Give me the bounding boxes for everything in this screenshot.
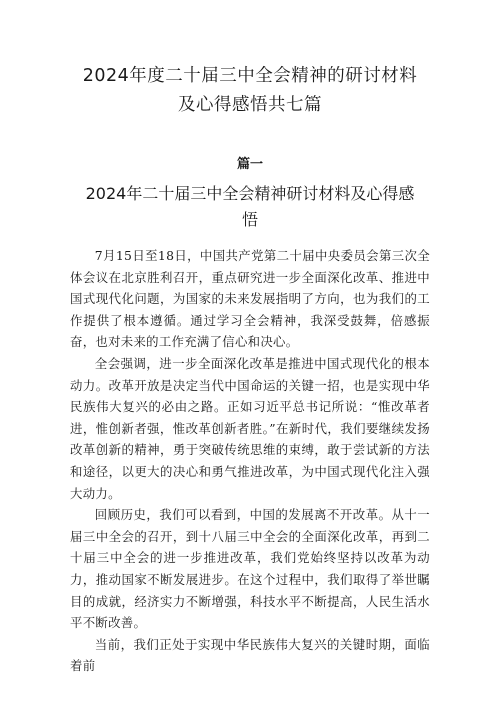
section-title-line-1: 2024年二十届三中全会精神研讨材料及心得感	[85, 184, 415, 203]
document-title	[70, 62, 430, 120]
document-body	[70, 245, 430, 677]
paragraph-1: 7月15日至18日，中国共产党第二十届中央委员会第三次全体会议在北京胜利召开，重点研究进一步全面深化改革、推进中国式现代化问题，为国家的未来发展指明了方向，也为我们的工作提供了根本遵循。通过学习全会精神，我深受鼓舞，倍感振奋，也对未来的工作充满了信心和决心。	[70, 248, 430, 350]
paragraph-3: 回顾历史，我们可以看到，中国的发展离不开改革。从十一届三中全会的召开，到十八届三中全会的全面深化改革，再到二十届三中全会的进一步推进改革，我们党始终坚持以改革为动力，推动国家不断发展进步。在这个过程中，我们取得了举世瞩目的成就，经济实力不断增强，科技水平不断提高，人民生活水平不断改善。	[70, 507, 430, 631]
section-title-line-2: 悟	[241, 210, 258, 229]
section-label: 篇一	[236, 157, 263, 172]
section-title	[70, 181, 430, 233]
paragraph-2: 全会强调，进一步全面深化改革是推进中国式现代化的根本动力。改革开放是决定当代中国命运的关键一招，也是实现中华民族伟大复兴的必由之路。正如习近平总书记所说：“惟改革者进，惟创新者强，惟改革创新者胜。”在新时代，我们要继续发扬改革创新的精神，勇于突破传统思维的束缚，敢于尝试新的方法和途径，以更大的决心和勇气推进改革，为中国式现代化注入强大动力。	[70, 355, 430, 501]
document-title-line-2: 及心得感悟共七篇	[178, 95, 322, 115]
document-title-line-1: 2024年度二十届三中全会精神的研讨材料	[82, 66, 418, 86]
paragraph-4: 当前，我们正处于实现中华民族伟大复兴的关键时期，面临着前	[70, 636, 430, 674]
